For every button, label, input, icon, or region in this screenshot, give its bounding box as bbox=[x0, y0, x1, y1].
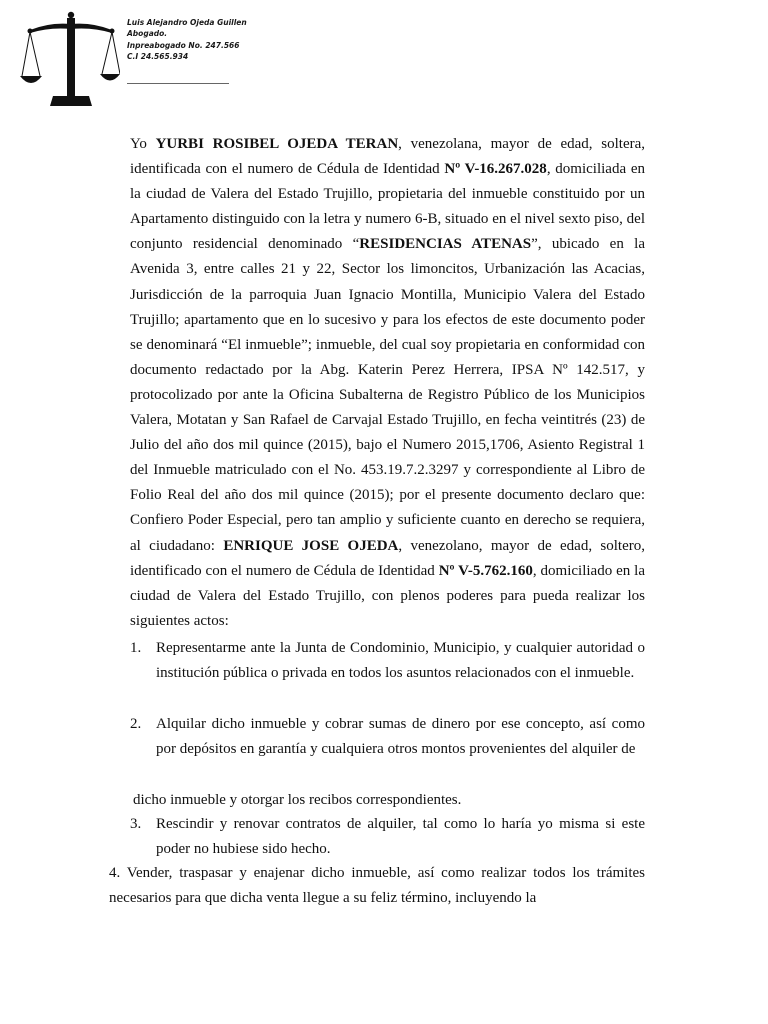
list-item-continuation: dicho inmueble y otorgar los recibos correspondientes. bbox=[133, 792, 462, 808]
list-item: 4. Vender, traspasar y enajenar dicho inmueble, así como realizar todos los trámites necesarios para que dicha venta llegue a su feliz término, incluyendo la bbox=[109, 865, 645, 907]
list-number: 3. bbox=[130, 816, 142, 832]
intro-paragraph: Yo YURBI ROSIBEL OJEDA TERAN, venezolana, mayor de edad, soltera, identificada con el numero de Cédula de Identidad Nº V-16.267.028, domiciliada en la ciudad de Valera del Estado Trujillo, propietaria del inmueble constituido por un Apartamento distinguido con la letra y numero 6-B, situado en el nivel sexto piso, del conjunto residencial denominado “RESIDENCIAS ATENAS”, ubicado en la Avenida 3, entre calles 21 y 22, Sector los limoncitos, Urbanización las Acacias, Jurisdicción de la parroquia Juan Ignacio Montilla, Municipio Valera del Estado Trujillo; apartamento que en lo sucesivo y para los efectos de este documento poder se denominará “El inmueble”; inmueble, del cual soy propietaria en conformidad con documento redactado por la Abg. Katerin Perez Herrera, IPSA Nº 142.517, y protocolizado por ante la Oficina Subalterna de Registro Público de los Municipios Valera, Motatan y San Rafael de Carvajal Estado Trujillo, en fecha veintitrés (23) de Julio del año dos mil quince (2015), bajo el Numero 2015,1706, Asiento Registral 1 del Inmueble matriculado con el No. 453.19.7.2.3297 y correspondiente al Libro de Folio Real del año dos mil quince (2015); por el presente documento declaro que: Confiero Poder Especial, pero tan amplio y suficiente cuanto en derecho se requiera, al ciudadano: ENRIQUE JOSE OJEDA, venezolano, mayor de edad, soltero, identificado con el numero de Cédula de Identidad Nº V-5.762.160, domiciliado en la ciudad de Valera del Estado Trujillo, con plenos poderes para pueda realizar los siguientes actos: bbox=[130, 136, 646, 629]
lawyer-header bbox=[127, 17, 247, 62]
lawyer-inpreabogado: Inpreabogado No. 247.566 bbox=[127, 40, 240, 50]
header-divider bbox=[127, 83, 229, 84]
list-item bbox=[130, 636, 645, 686]
list-number: 1. bbox=[130, 640, 142, 656]
list-item bbox=[130, 712, 645, 762]
lawyer-id: C.I 24.565.934 bbox=[127, 51, 189, 61]
list-text: Rescindir y renovar contratos de alquiler, tal como lo haría yo misma si este poder no hubiese sido hecho. bbox=[156, 816, 645, 858]
lawyer-title: Abogado. bbox=[127, 29, 168, 39]
list-text: Alquilar dicho inmueble y cobrar sumas de dinero por ese concepto, así como por depósitos en garantía y cualquiera otros montos provenientes del alquiler de bbox=[156, 716, 645, 758]
lawyer-name: Luis Alejandro Ojeda Guillen bbox=[127, 18, 247, 27]
list-text: Representarme ante la Junta de Condominio, Municipio, y cualquier autoridad o institución pública o privada en todos los asuntos relacionados con el inmueble. bbox=[156, 640, 645, 682]
list-item bbox=[130, 812, 645, 862]
scales-of-justice-logo bbox=[20, 10, 120, 110]
list-number: 2. bbox=[130, 716, 142, 732]
